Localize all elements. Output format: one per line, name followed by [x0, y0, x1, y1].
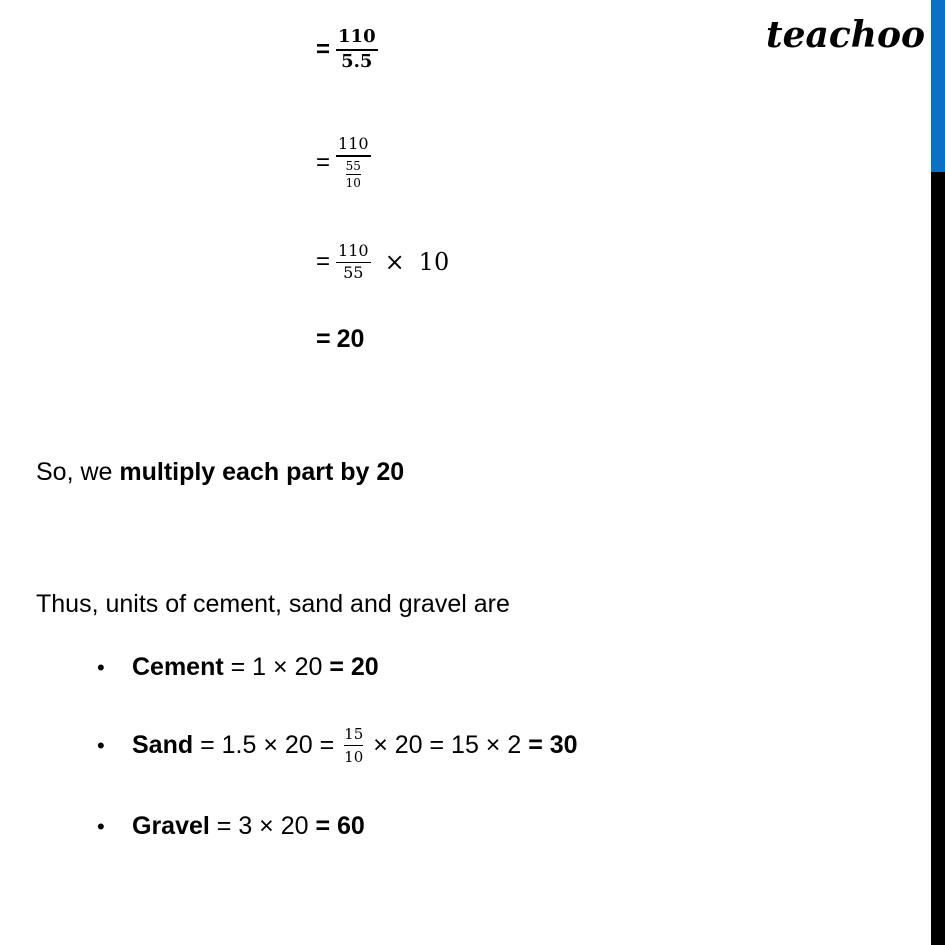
numerator: 110	[338, 134, 369, 153]
bullet-cement	[97, 653, 379, 682]
times-sign: ×	[384, 248, 405, 277]
denominator: 5.5	[341, 50, 373, 72]
bullet-expr: = 3 × 20	[209, 812, 316, 840]
inner-denominator: 10	[345, 175, 361, 190]
compound-fraction	[336, 136, 371, 190]
inner-fraction	[346, 159, 361, 190]
bullet-expr-b: × 20 = 15 × 2	[366, 731, 529, 759]
bullet-icon: •	[97, 654, 105, 680]
side-bar-accent	[931, 0, 945, 172]
bullet-text	[132, 653, 379, 682]
multiplier: 10	[418, 248, 450, 277]
bullet-result: = 60	[315, 812, 365, 840]
bullet-label: Cement	[132, 653, 224, 681]
fraction	[336, 243, 371, 282]
bullet-result: = 20	[329, 653, 379, 681]
fraction	[336, 28, 378, 72]
equals-sign: =	[316, 325, 331, 353]
result-value: 20	[336, 325, 365, 353]
equals-sign: =	[316, 248, 331, 276]
bullet-text	[132, 812, 365, 841]
math-step-2	[316, 136, 371, 190]
bullet-text	[132, 725, 578, 766]
bullet-label: Gravel	[132, 812, 210, 840]
fraction-bar	[336, 155, 371, 157]
bullet-expr: = 1 × 20	[223, 653, 330, 681]
denominator: 55	[343, 262, 364, 282]
math-step-1	[316, 28, 378, 72]
math-step-4	[316, 325, 364, 354]
math-step-3	[316, 243, 449, 282]
fraction	[344, 725, 363, 766]
bullet-icon: •	[97, 813, 105, 839]
fraction-bar	[344, 745, 363, 746]
denominator: 10	[344, 748, 364, 766]
equals-sign: =	[316, 35, 331, 63]
bullet-icon: •	[97, 732, 105, 758]
bullet-gravel	[97, 812, 365, 841]
conclusion-prefix: So, we	[36, 458, 120, 486]
bullet-label: Sand	[132, 731, 194, 759]
numerator: 110	[338, 26, 376, 47]
conclusion-text	[36, 458, 404, 487]
multiplication	[385, 248, 450, 276]
teachoo-logo: teachoo	[766, 14, 925, 56]
inner-fraction-bar	[346, 174, 361, 175]
equals-sign: =	[316, 148, 331, 176]
thus-line: Thus, units of cement, sand and gravel are	[36, 590, 510, 618]
inner-numerator: 55	[345, 158, 361, 173]
bullet-expr-a: = 1.5 × 20 =	[193, 731, 342, 759]
numerator: 110	[338, 241, 369, 260]
bullet-sand	[97, 725, 578, 766]
numerator: 15	[344, 725, 364, 743]
slide-side-bar	[931, 0, 945, 945]
conclusion-bold: multiply each part by 20	[119, 458, 405, 486]
bullet-result: = 30	[528, 731, 578, 759]
